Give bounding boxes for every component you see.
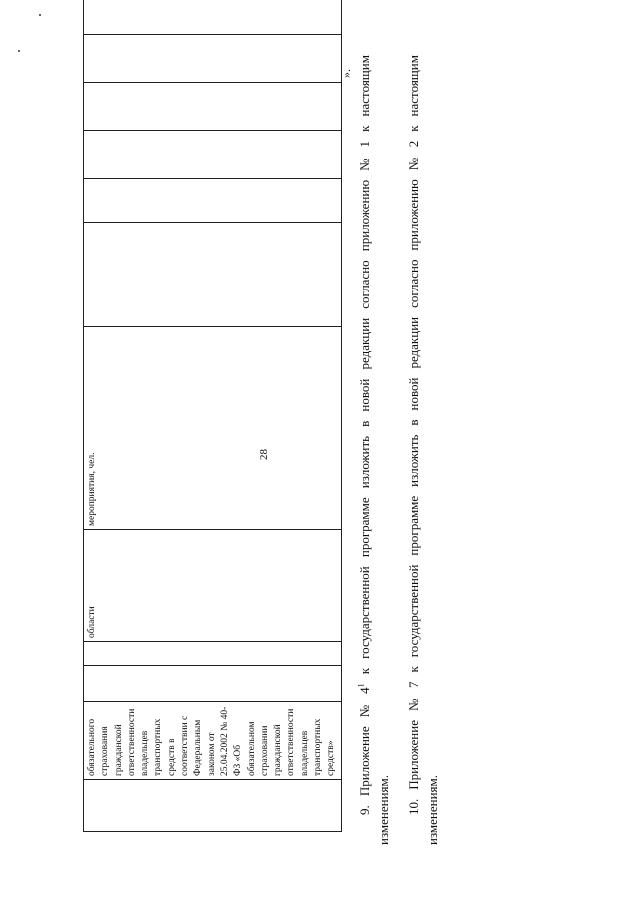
- superscript: 1: [356, 683, 366, 688]
- document-table: [83, 0, 342, 832]
- table-cell: мероприятия, чел.: [84, 327, 342, 530]
- table-cell: [84, 223, 342, 327]
- table-cell: [84, 35, 342, 83]
- table-cell: обязательного страхования гражданской ответственности владельцев транспортных средств в соответствии с Федеральным законом от 25.04.2002 № 40-ФЗ «Об обязательном страховании гражданской ответственности владельцев транспортных средств»: [84, 702, 342, 780]
- table-cell: [84, 131, 342, 179]
- table-cell: [84, 0, 342, 35]
- table-cell: области: [84, 530, 342, 642]
- paragraph-9-prefix: 9. Приложение № 4: [357, 687, 372, 815]
- scan-speck: [18, 50, 20, 52]
- page-number: 28: [258, 449, 270, 460]
- paragraph-10: [404, 55, 442, 845]
- table-row: [84, 0, 342, 832]
- paragraph-9: [355, 55, 393, 845]
- paragraph-10-text: 10. Приложение № 7 к государственной программе изложить в новой редакции согласно приложению № 2 к настоящим изменениям.: [406, 55, 440, 845]
- closing-quote: ».: [339, 69, 353, 78]
- table-cell: [84, 83, 342, 131]
- table-cell: [84, 780, 342, 832]
- paragraph-9-text: к государственной программе изложить в новой редакции согласно приложению № 1 к настоящим изменениям.: [357, 55, 391, 845]
- table-cell: [84, 666, 342, 702]
- table-cell: [84, 642, 342, 666]
- table-cell: [84, 179, 342, 223]
- scan-speck: [39, 14, 41, 16]
